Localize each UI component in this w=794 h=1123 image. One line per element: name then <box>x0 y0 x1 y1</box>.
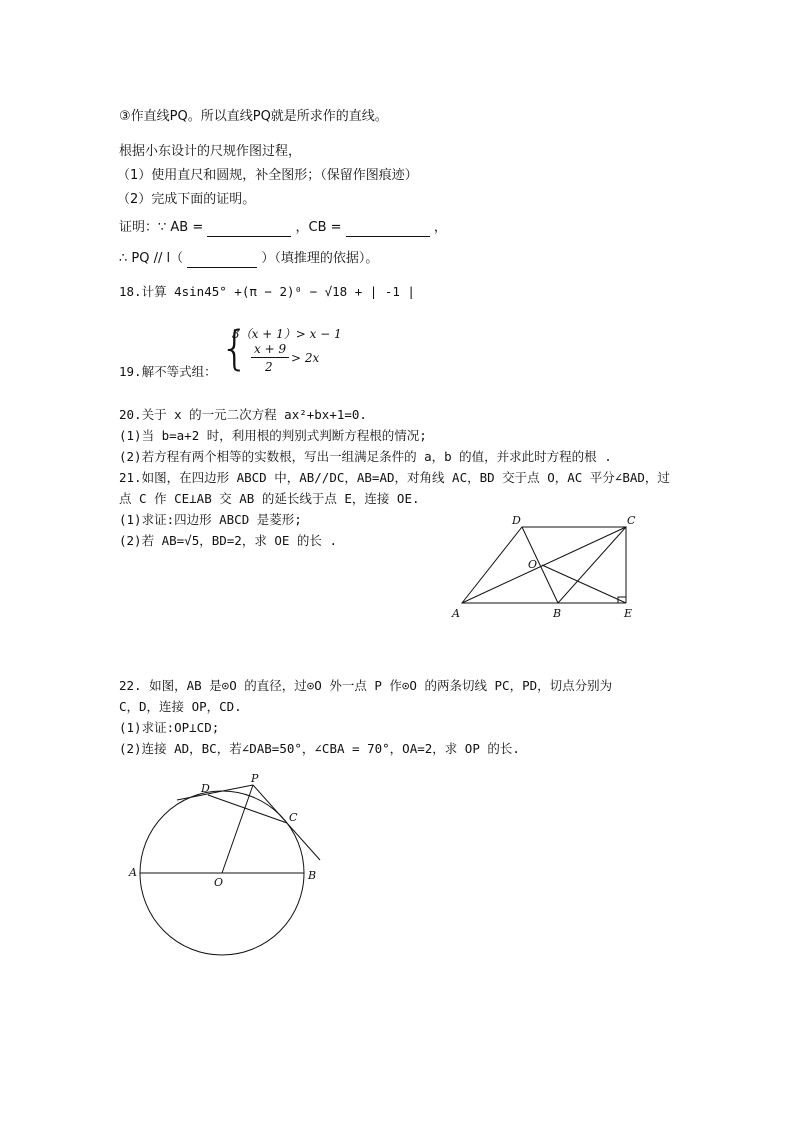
q22-part1: (1)求证:OP⊥CD; <box>119 720 220 735</box>
right-angle-mark <box>618 597 626 603</box>
tangent-pc <box>253 785 320 860</box>
q21-text-cont: 点 C 作 CE⊥AB 交 AB 的延长线于点 E，连接 OE. <box>119 491 420 506</box>
label-o: O <box>214 876 224 889</box>
segment-op <box>222 785 253 873</box>
subq1-text: （1）使用直尺和圆规，补全图形；（保留作图痕迹） <box>117 168 418 183</box>
rhombus-abcd <box>462 527 626 603</box>
q20-part1: (1)当 b=a+2 时，利用根的判别式判断方程根的情况; <box>119 428 427 443</box>
q21-part2: (2)若 AB=√5，BD=2，求 OE 的长 . <box>119 533 337 548</box>
diagonal-bd <box>522 527 558 603</box>
q20-part2: (2)若方程有两个相等的实数根，写出一组满足条件的 a，b 的值，并求此时方程的根 . <box>119 449 612 464</box>
label-d: D <box>512 514 521 527</box>
brace-icon: { <box>220 321 250 375</box>
q21-text: 21.如图，在四边形 ABCD 中，AB//DC，AB=AD，对角线 AC，BD 交于点 O，AC 平分∠BAD，过 <box>119 470 670 485</box>
q22-text-cont: C，D，连接 OP，CD. <box>119 699 242 714</box>
proof-blank-ab[interactable] <box>207 222 291 237</box>
label-o: O <box>528 558 538 571</box>
q19-rhs: > 2x <box>291 351 320 365</box>
label-e: E <box>624 607 633 620</box>
segment-oe <box>542 565 626 603</box>
proof-blank-cb[interactable] <box>346 222 430 237</box>
q22-text: 22. 如图，AB 是⊙O 的直径，过⊙O 外一点 P 作⊙O 的两条切线 PC，PD，切点分别为 <box>119 678 613 693</box>
subq2-text: （2）完成下面的证明。 <box>117 192 256 207</box>
label-d: D <box>201 782 210 795</box>
step3-text: ③作直线PQ。所以直线PQ就是所求作的直线。 <box>119 109 388 124</box>
q19-numerator: x + 9 <box>254 342 287 356</box>
q22-part2: (2)连接 AD，BC，若∠DAB=50°，∠CBA = 70°，OA=2，求 OP 的长. <box>119 741 520 756</box>
conclusion-label: ∴ PQ // l（ <box>119 251 184 266</box>
proof-cb-label: ，CB = <box>295 220 342 235</box>
proof-end: ， <box>433 220 447 235</box>
label-c: C <box>289 811 298 824</box>
q19-denominator: 2 <box>265 360 273 374</box>
chord-cd <box>208 795 287 823</box>
q20-text: 20.关于 x 的一元二次方程 ax²+bx+1=0. <box>119 407 367 422</box>
label-b: B <box>553 607 562 620</box>
label-c: C <box>627 514 636 527</box>
label-a: A <box>129 866 137 879</box>
tangent-pd <box>177 785 253 800</box>
diagonal-ac <box>462 527 626 603</box>
conclusion-tail: ）（填推理的依据）。 <box>261 251 379 266</box>
q18-text: 18.计算 4sin45° +(π − 2)⁰ − √18 + | -1 | <box>119 284 415 299</box>
proof-line <box>119 219 447 237</box>
label-a: A <box>452 607 460 620</box>
proof-ab-label: 证明：∵ AB = <box>119 220 204 235</box>
circle-o <box>140 791 304 955</box>
conclusion-blank[interactable] <box>187 253 257 268</box>
q21-part1: (1)求证:四边形 ABCD 是菱形; <box>119 512 302 527</box>
label-b: B <box>308 869 317 882</box>
intro-text: 根据小东设计的尺规作图过程， <box>119 144 302 159</box>
q19-ineq1: 3（x + 1）> x − 1 <box>232 327 342 341</box>
q19-label: 19.解不等式组： <box>119 364 217 379</box>
conclusion-line <box>119 250 378 268</box>
label-p: P <box>251 772 259 785</box>
